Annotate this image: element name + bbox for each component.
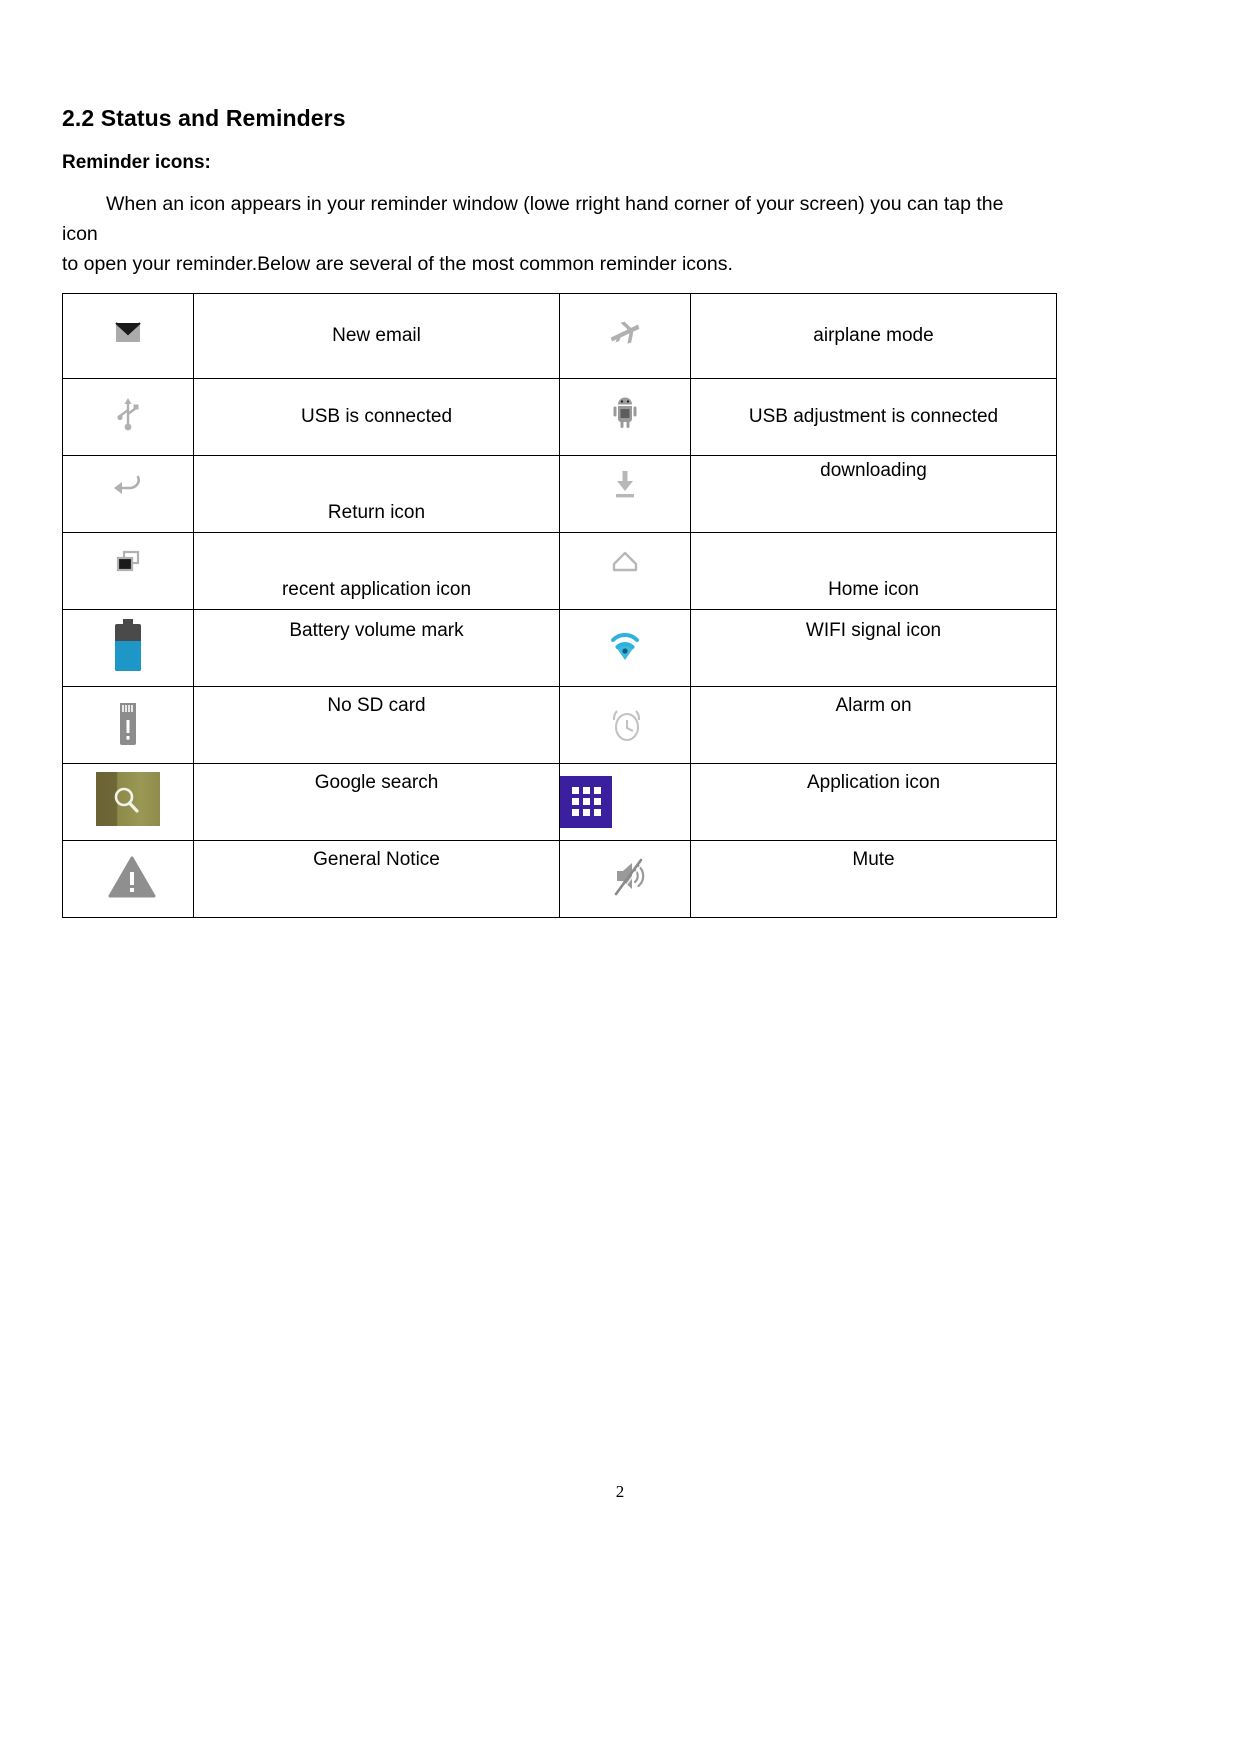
section-heading: 2.2 Status and Reminders [62,105,346,131]
row-label: Application icon [806,771,941,793]
warning-triangle-icon [106,851,150,901]
label-cell-application-icon [691,763,1057,840]
row-label: General Notice [313,848,440,870]
label-cell-new-email [194,293,560,378]
icon-cell-application-drawer [560,763,691,840]
icon-cell-recent-apps [63,532,194,609]
table-row [63,532,1057,609]
android-debug-icon [604,390,646,437]
row-label: Battery volume mark [289,619,464,641]
reminder-icons-table [62,293,1057,918]
label-cell-general-notice [194,840,560,917]
icon-cell-home [560,532,691,609]
row-label: No SD card [327,694,426,716]
intro-paragraph-line-2: to open your reminder.Below are several of the most common reminder icons. [62,252,733,275]
row-label: Mute [852,848,895,870]
sub-heading: Reminder icons: [62,151,211,173]
icon-cell-download [560,455,691,532]
home-icon [604,539,646,583]
page-content [62,104,1044,918]
label-cell-wifi-signal [691,609,1057,686]
icon-cell-return [63,455,194,532]
row-label: recent application icon [281,578,472,600]
label-cell-recent-application [194,532,560,609]
label-cell-usb-adjustment [691,378,1057,455]
intro-paragraph-line-1: When an icon appears in your reminder window (lowe rright hand corner of your screen) you can tap the icon [62,192,1004,245]
row-label: downloading [820,459,927,481]
icon-cell-alarm [560,686,691,763]
label-cell-battery-volume [194,609,560,686]
recent-apps-icon [107,539,149,583]
icon-cell-email [63,293,194,378]
row-label: Google search [314,771,439,793]
return-icon [107,462,149,505]
row-label: airplane mode [813,324,934,346]
alarm-clock-icon [603,697,647,747]
table-row [63,763,1057,840]
label-cell-usb-connected [194,378,560,455]
label-cell-downloading [691,455,1057,532]
label-cell-home-icon [691,532,1057,609]
table-row [63,686,1057,763]
icon-cell-warning [63,840,194,917]
label-cell-google-search [194,763,560,840]
wifi-signal-icon [604,620,646,670]
application-drawer-icon [560,776,612,828]
mute-icon [603,851,647,901]
table-row [63,609,1057,686]
download-icon [604,462,646,505]
battery-icon [115,619,141,671]
icon-cell-no-sd-card [63,686,194,763]
icon-cell-mute [560,840,691,917]
row-label: Home icon [828,578,919,600]
icon-cell-wifi [560,609,691,686]
page-number: 2 [615,1482,625,1501]
icon-cell-google-search [63,763,194,840]
row-label: Alarm on [835,694,912,716]
label-cell-return-icon [194,455,560,532]
label-cell-no-sd-card [194,686,560,763]
icon-cell-battery [63,609,194,686]
table-row [63,455,1057,532]
label-cell-alarm-on [691,686,1057,763]
intro-paragraph [62,189,1044,279]
email-icon [107,308,149,358]
icon-cell-airplane [560,293,691,378]
row-label: New email [332,324,421,346]
row-label: Return icon [327,501,426,523]
table-row [63,378,1057,455]
row-label: WIFI signal icon [805,619,942,641]
row-label: USB is connected [300,405,453,427]
table-row [63,840,1057,917]
icon-cell-usb [63,378,194,455]
no-sd-card-icon [106,697,150,747]
usb-connected-icon [107,390,149,437]
airplane-mode-icon [604,308,646,358]
row-label: USB adjustment is connected [748,405,999,427]
google-search-icon [96,772,160,826]
label-cell-airplane-mode [691,293,1057,378]
icon-cell-android-debug [560,378,691,455]
label-cell-mute [691,840,1057,917]
table-row [63,293,1057,378]
